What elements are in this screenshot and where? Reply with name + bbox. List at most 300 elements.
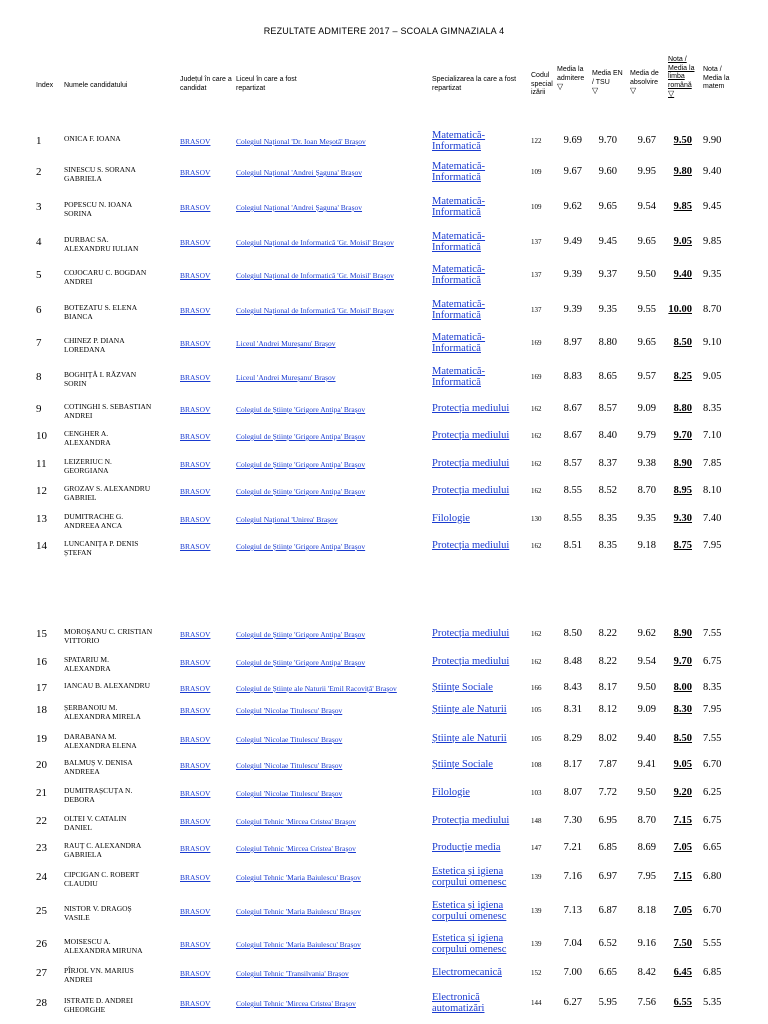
nota-matematica: 8.70 bbox=[703, 304, 722, 315]
nota-romana: 9.05 bbox=[673, 236, 692, 247]
judet-link[interactable]: BRASOV bbox=[180, 542, 211, 551]
nota-romana: 8.95 bbox=[673, 485, 692, 496]
cod-specializare: 169 bbox=[531, 373, 542, 381]
candidate-name bbox=[64, 370, 176, 388]
media-absolvire: 8.70 bbox=[637, 485, 656, 496]
candidate-name bbox=[64, 870, 176, 888]
nota-romana: 7.50 bbox=[673, 938, 692, 949]
row-index: 6 bbox=[36, 304, 42, 316]
candidate-name bbox=[64, 200, 176, 218]
candidate-name-line1: MOROȘANU C. CRISTIAN bbox=[64, 627, 153, 636]
candidate-name-line2: ANDREI bbox=[64, 277, 93, 286]
candidate-name-line2: BIANCA bbox=[64, 312, 93, 321]
nota-matematica: 7.85 bbox=[703, 458, 722, 469]
nota-matematica: 5.35 bbox=[703, 997, 722, 1008]
specializare-link[interactable]: Protecția mediului bbox=[432, 628, 510, 639]
liceu-link[interactable]: Colegiul de Științe 'Grigore Antipa' Brașov bbox=[236, 542, 366, 551]
nota-matematica: 9.05 bbox=[703, 371, 722, 382]
media-absolvire: 9.41 bbox=[637, 759, 656, 770]
media-absolvire: 9.50 bbox=[637, 787, 656, 798]
candidate-name-line1: POPESCU N. IOANA bbox=[64, 200, 133, 209]
row-index: 13 bbox=[36, 513, 47, 525]
liceu-link[interactable]: Colegiul Național de Informatică 'Gr. Moisil' Brașov bbox=[236, 271, 394, 280]
nota-romana: 8.75 bbox=[673, 540, 692, 551]
row-index: 24 bbox=[36, 871, 47, 883]
media-admitere: 7.13 bbox=[563, 905, 582, 916]
candidate-name bbox=[64, 457, 176, 475]
nota-romana: 9.30 bbox=[673, 513, 692, 524]
cod-specializare: 137 bbox=[531, 238, 542, 246]
judet-link[interactable]: BRASOV bbox=[180, 706, 211, 715]
candidate-name bbox=[64, 732, 176, 750]
cod-specializare: 162 bbox=[531, 460, 542, 468]
candidate-name-line2: SORINA bbox=[64, 209, 92, 218]
media-en: 8.37 bbox=[598, 458, 617, 469]
nota-matematica: 7.55 bbox=[703, 733, 722, 744]
judet-link[interactable]: BRASOV bbox=[180, 684, 211, 693]
media-absolvire: 7.56 bbox=[637, 997, 656, 1008]
header-media-adm[interactable] bbox=[557, 66, 587, 91]
cod-specializare: 169 bbox=[531, 339, 542, 347]
header-judet: Județul în care a candidat bbox=[180, 76, 232, 92]
liceu-link[interactable]: Colegiul de Științe 'Grigore Antipa' Brașov bbox=[236, 460, 366, 469]
judet-link[interactable]: BRASOV bbox=[180, 969, 211, 978]
candidate-name-line1: ȘERBANOIU M. bbox=[64, 703, 118, 712]
cod-specializare: 137 bbox=[531, 306, 542, 314]
media-en: 8.17 bbox=[598, 682, 617, 693]
sort-arrow-icon: ▽ bbox=[557, 82, 564, 91]
nota-matematica: 6.85 bbox=[703, 967, 722, 978]
liceu-link[interactable]: Colegiul de Științe ale Naturii 'Emil Racoviță' Brașov bbox=[236, 684, 397, 693]
nota-romana: 8.30 bbox=[673, 704, 692, 715]
liceu-link[interactable]: Colegiul Tehnic 'Maria Baiulescu' Brașov bbox=[236, 907, 361, 916]
liceu-link[interactable]: Colegiul de Științe 'Grigore Antipa' Brașov bbox=[236, 432, 366, 441]
nota-romana: 7.15 bbox=[673, 871, 692, 882]
specializare-link[interactable]: Matematică-Informatică bbox=[432, 161, 486, 183]
media-en: 9.37 bbox=[598, 269, 617, 280]
candidate-name-line2: ALEXANDRU IULIAN bbox=[64, 244, 139, 253]
media-absolvire: 9.62 bbox=[637, 628, 656, 639]
judet-link[interactable]: BRASOV bbox=[180, 238, 211, 247]
media-absolvire: 9.50 bbox=[637, 269, 656, 280]
row-index: 3 bbox=[36, 201, 42, 213]
media-en: 6.52 bbox=[598, 938, 617, 949]
media-admitere: 8.43 bbox=[563, 682, 582, 693]
specializare-link[interactable]: Protecția mediului bbox=[432, 430, 510, 441]
specializare-link[interactable]: Producție media bbox=[432, 842, 501, 853]
nota-matematica: 7.10 bbox=[703, 430, 722, 441]
candidate-name bbox=[64, 814, 176, 832]
specializare-link[interactable]: Matematică-Informatică bbox=[432, 231, 486, 253]
candidate-name-line1: COTINGHI S. SEBASTIAN bbox=[64, 402, 152, 411]
judet-link[interactable]: BRASOV bbox=[180, 168, 211, 177]
row-index: 23 bbox=[36, 842, 47, 854]
liceu-link[interactable]: Colegiul 'Nicolae Titulescu' Brașov bbox=[236, 761, 343, 770]
media-en: 8.02 bbox=[598, 733, 617, 744]
candidate-name-line1: SINESCU S. SORANA bbox=[64, 165, 136, 174]
candidate-name bbox=[64, 235, 176, 253]
specializare-link[interactable]: Matematică-Informatică bbox=[432, 299, 486, 321]
specializare-link[interactable]: Protecția mediului bbox=[432, 540, 510, 551]
judet-link[interactable]: BRASOV bbox=[180, 940, 211, 949]
candidate-name-line2: DANIEL bbox=[64, 823, 92, 832]
candidate-name-line2: ANDREI bbox=[64, 975, 93, 984]
candidate-name bbox=[64, 303, 176, 321]
specializare-link[interactable]: Protecția mediului bbox=[432, 458, 510, 469]
nota-matematica: 6.75 bbox=[703, 815, 722, 826]
nota-matematica: 7.95 bbox=[703, 704, 722, 715]
header-media-abs-label: Media de absolvire bbox=[630, 70, 659, 86]
media-admitere: 7.04 bbox=[563, 938, 582, 949]
nota-matematica: 6.70 bbox=[703, 759, 722, 770]
media-admitere: 9.62 bbox=[563, 201, 582, 212]
candidate-name-line1: CIPCIGAN C. ROBERT bbox=[64, 870, 140, 879]
header-nota-rom[interactable] bbox=[668, 56, 698, 98]
liceu-link[interactable]: Liceul 'Andrei Mureșanu' Brașov bbox=[236, 373, 336, 382]
specializare-link[interactable]: Matematică-Informatică bbox=[432, 264, 486, 286]
specializare-link[interactable]: Electromecanică bbox=[432, 967, 502, 978]
candidate-name-line1: LEIZERIUC N. bbox=[64, 457, 112, 466]
media-admitere: 8.57 bbox=[563, 458, 582, 469]
media-admitere: 8.31 bbox=[563, 704, 582, 715]
media-en: 6.87 bbox=[598, 905, 617, 916]
nota-romana: 7.15 bbox=[673, 815, 692, 826]
nota-matematica: 7.95 bbox=[703, 540, 722, 551]
media-admitere: 8.55 bbox=[563, 485, 582, 496]
judet-link[interactable]: BRASOV bbox=[180, 761, 211, 770]
specializare-link[interactable]: Estetica și igiena corpului omenesc bbox=[432, 933, 507, 955]
cod-specializare: 144 bbox=[531, 999, 542, 1007]
cod-specializare: 109 bbox=[531, 168, 542, 176]
sort-arrow-icon: ▽ bbox=[630, 86, 637, 95]
judet-link[interactable]: BRASOV bbox=[180, 460, 211, 469]
specializare-link[interactable]: Științe ale Naturii bbox=[432, 704, 507, 715]
media-en: 8.57 bbox=[598, 403, 617, 414]
media-admitere: 7.30 bbox=[563, 815, 582, 826]
cod-specializare: 162 bbox=[531, 487, 542, 495]
candidate-name bbox=[64, 512, 176, 530]
media-absolvire: 9.09 bbox=[637, 704, 656, 715]
specializare-link[interactable]: Matematică-Informatică bbox=[432, 196, 486, 218]
candidate-name-line1: ISTRATE D. ANDREI bbox=[64, 996, 133, 1005]
candidate-name-line1: CENGHER A. bbox=[64, 429, 109, 438]
liceu-link[interactable]: Liceul 'Andrei Mureșanu' Brașov bbox=[236, 339, 336, 348]
row-index: 18 bbox=[36, 704, 47, 716]
candidate-name bbox=[64, 165, 176, 183]
liceu-link[interactable]: Colegiul Național de Informatică 'Gr. Moisil' Brașov bbox=[236, 306, 394, 315]
liceu-link[interactable]: Colegiul Tehnic 'Mircea Cristea' Brașov bbox=[236, 844, 356, 853]
media-admitere: 7.00 bbox=[563, 967, 582, 978]
media-absolvire: 9.67 bbox=[637, 135, 656, 146]
liceu-link[interactable]: Colegiul Național 'Dr. Ioan Meșotă' Brașov bbox=[236, 137, 366, 146]
candidate-name-line1: IANCAU B. ALEXANDRU bbox=[64, 681, 151, 690]
nota-romana: 8.90 bbox=[673, 628, 692, 639]
liceu-link[interactable]: Colegiul Național 'Andrei Șaguna' Brașov bbox=[236, 203, 363, 212]
candidate-name-line1: DURBAC SA. bbox=[64, 235, 109, 244]
header-nota-rom-label: Nota / Media la limba română bbox=[668, 56, 695, 89]
nota-romana: 6.55 bbox=[673, 997, 692, 1008]
cod-specializare: 152 bbox=[531, 969, 542, 977]
candidate-name bbox=[64, 627, 176, 645]
candidate-name-line2: CLAUDIU bbox=[64, 879, 98, 888]
nota-matematica: 8.10 bbox=[703, 485, 722, 496]
sort-arrow-icon: ▽ bbox=[668, 89, 675, 98]
row-index: 1 bbox=[36, 135, 42, 147]
media-en: 9.60 bbox=[598, 166, 617, 177]
nota-romana: 10.00 bbox=[668, 304, 692, 315]
specializare-link[interactable]: Electronică automatizări bbox=[432, 992, 485, 1014]
media-absolvire: 9.18 bbox=[637, 540, 656, 551]
row-index: 9 bbox=[36, 403, 42, 415]
candidate-name-line1: PÎRJOL VN. MARIUS bbox=[64, 966, 134, 975]
liceu-link[interactable]: Colegiul 'Nicolae Titulescu' Brașov bbox=[236, 735, 343, 744]
row-index: 20 bbox=[36, 759, 47, 771]
media-absolvire: 8.42 bbox=[637, 967, 656, 978]
nota-romana: 7.05 bbox=[673, 842, 692, 853]
judet-link[interactable]: BRASOV bbox=[180, 789, 211, 798]
specializare-link[interactable]: Matematică-Informatică bbox=[432, 130, 486, 152]
media-absolvire: 9.38 bbox=[637, 458, 656, 469]
nota-matematica: 9.85 bbox=[703, 236, 722, 247]
nota-matematica: 5.55 bbox=[703, 938, 722, 949]
cod-specializare: 139 bbox=[531, 873, 542, 881]
media-en: 8.12 bbox=[598, 704, 617, 715]
media-admitere: 9.49 bbox=[563, 236, 582, 247]
liceu-link[interactable]: Colegiul de Științe 'Grigore Antipa' Brașov bbox=[236, 487, 366, 496]
judet-link[interactable]: BRASOV bbox=[180, 907, 211, 916]
specializare-link[interactable]: Științe ale Naturii bbox=[432, 733, 507, 744]
liceu-link[interactable]: Colegiul Tehnic 'Maria Baiulescu' Brașov bbox=[236, 873, 361, 882]
media-en: 8.52 bbox=[598, 485, 617, 496]
candidate-name bbox=[64, 703, 176, 721]
header-media-abs[interactable] bbox=[630, 70, 666, 95]
media-en: 6.85 bbox=[598, 842, 617, 853]
row-index: 28 bbox=[36, 997, 47, 1009]
liceu-link[interactable]: Colegiul de Științe 'Grigore Antipa' Brașov bbox=[236, 405, 366, 414]
candidate-name-line2: ALEXANDRA bbox=[64, 664, 111, 673]
row-index: 2 bbox=[36, 166, 42, 178]
specializare-link[interactable]: Filologie bbox=[432, 513, 470, 524]
specializare-link[interactable]: Matematică-Informatică bbox=[432, 332, 486, 354]
specializare-link[interactable]: Protecția mediului bbox=[432, 403, 510, 414]
judet-link[interactable]: BRASOV bbox=[180, 735, 211, 744]
header-liceu: Liceul în care a fost repartizat bbox=[236, 76, 297, 92]
candidate-name bbox=[64, 681, 176, 690]
candidate-name-line2: GABRIELA bbox=[64, 850, 102, 859]
judet-link[interactable]: BRASOV bbox=[180, 630, 211, 639]
nota-romana: 8.90 bbox=[673, 458, 692, 469]
media-en: 8.35 bbox=[598, 540, 617, 551]
specializare-link[interactable]: Științe Sociale bbox=[432, 682, 493, 693]
media-admitere: 8.48 bbox=[563, 656, 582, 667]
nota-romana: 6.45 bbox=[673, 967, 692, 978]
candidate-name bbox=[64, 966, 176, 984]
judet-link[interactable]: BRASOV bbox=[180, 271, 211, 280]
candidate-name-line1: RAUȚ C. ALEXANDRA bbox=[64, 841, 142, 850]
media-admitere: 8.17 bbox=[563, 759, 582, 770]
candidate-name bbox=[64, 268, 176, 286]
liceu-link[interactable]: Colegiul Tehnic 'Maria Baiulescu' Brașov bbox=[236, 940, 361, 949]
row-index: 5 bbox=[36, 269, 42, 281]
judet-link[interactable]: BRASOV bbox=[180, 999, 211, 1008]
judet-link[interactable]: BRASOV bbox=[180, 432, 211, 441]
specializare-link[interactable]: Protecția mediului bbox=[432, 485, 510, 496]
header-media-en-label: Media EN / TSU bbox=[592, 70, 623, 86]
judet-link[interactable]: BRASOV bbox=[180, 137, 211, 146]
candidate-name-line2: ALEXANDRA MIRUNA bbox=[64, 946, 143, 955]
specializare-link[interactable]: Protecția mediului bbox=[432, 656, 510, 667]
row-index: 27 bbox=[36, 967, 47, 979]
specializare-link[interactable]: Protecția mediului bbox=[432, 815, 510, 826]
specializare-link[interactable]: Științe Sociale bbox=[432, 759, 493, 770]
media-admitere: 8.07 bbox=[563, 787, 582, 798]
header-nota-mat: Nota / Media la matem bbox=[703, 66, 730, 90]
cod-specializare: 162 bbox=[531, 405, 542, 413]
candidate-name bbox=[64, 937, 176, 955]
candidate-name bbox=[64, 655, 176, 673]
nota-romana: 9.70 bbox=[673, 656, 692, 667]
judet-link[interactable]: BRASOV bbox=[180, 373, 211, 382]
candidate-name-line1: OLTEI V. CATALIN bbox=[64, 814, 127, 823]
row-index: 10 bbox=[36, 430, 47, 442]
liceu-link[interactable]: Colegiul Național 'Unirea' Brașov bbox=[236, 515, 338, 524]
judet-link[interactable]: BRASOV bbox=[180, 306, 211, 315]
nota-romana: 9.70 bbox=[673, 430, 692, 441]
media-en: 5.95 bbox=[598, 997, 617, 1008]
candidate-name-line1: GROZAV S. ALEXANDRU bbox=[64, 484, 151, 493]
nota-romana: 9.20 bbox=[673, 787, 692, 798]
nota-matematica: 9.10 bbox=[703, 337, 722, 348]
nota-matematica: 6.65 bbox=[703, 842, 722, 853]
media-admitere: 9.69 bbox=[563, 135, 582, 146]
judet-link[interactable]: BRASOV bbox=[180, 658, 211, 667]
media-en: 7.87 bbox=[598, 759, 617, 770]
media-absolvire: 9.54 bbox=[637, 201, 656, 212]
row-index: 7 bbox=[36, 337, 42, 349]
candidate-name-line1: DUMITRACHE G. bbox=[64, 512, 124, 521]
cod-specializare: 166 bbox=[531, 684, 542, 692]
nota-matematica: 7.40 bbox=[703, 513, 722, 524]
candidate-name bbox=[64, 429, 176, 447]
specializare-link[interactable]: Estetica și igiena corpului omenesc bbox=[432, 866, 507, 888]
judet-link[interactable]: BRASOV bbox=[180, 339, 211, 348]
nota-matematica: 6.25 bbox=[703, 787, 722, 798]
liceu-link[interactable]: Colegiul Național 'Andrei Șaguna' Brașov bbox=[236, 168, 363, 177]
judet-link[interactable]: BRASOV bbox=[180, 817, 211, 826]
row-index: 17 bbox=[36, 682, 47, 694]
media-en: 9.35 bbox=[598, 304, 617, 315]
liceu-link[interactable]: Colegiul 'Nicolae Titulescu' Brașov bbox=[236, 789, 343, 798]
liceu-link[interactable]: Colegiul Tehnic 'Mircea Cristea' Brașov bbox=[236, 817, 356, 826]
nota-matematica: 8.35 bbox=[703, 682, 722, 693]
candidate-name-line1: BOGHIȚĂ I. RĂZVAN bbox=[64, 370, 137, 379]
candidate-name bbox=[64, 134, 176, 143]
header-media-en[interactable] bbox=[592, 70, 626, 95]
candidate-name bbox=[64, 996, 176, 1014]
media-absolvire: 9.40 bbox=[637, 733, 656, 744]
media-absolvire: 9.09 bbox=[637, 403, 656, 414]
cod-specializare: 122 bbox=[531, 137, 542, 145]
media-absolvire: 8.70 bbox=[637, 815, 656, 826]
nota-romana: 7.05 bbox=[673, 905, 692, 916]
cod-specializare: 139 bbox=[531, 907, 542, 915]
cod-specializare: 162 bbox=[531, 432, 542, 440]
specializare-link[interactable]: Estetica și igiena corpului omenesc bbox=[432, 900, 507, 922]
cod-specializare: 109 bbox=[531, 203, 542, 211]
candidate-name-line2: ȘTEFAN bbox=[64, 548, 92, 557]
nota-matematica: 7.55 bbox=[703, 628, 722, 639]
media-en: 6.97 bbox=[598, 871, 617, 882]
candidate-name-line1: CHINEZ P. DIANA bbox=[64, 336, 125, 345]
candidate-name bbox=[64, 539, 176, 557]
header-name: Numele candidatului bbox=[64, 82, 128, 89]
candidate-name bbox=[64, 904, 176, 922]
media-absolvire: 9.54 bbox=[637, 656, 656, 667]
candidate-name-line2: ALEXANDRA MIRELA bbox=[64, 712, 141, 721]
judet-link[interactable]: BRASOV bbox=[180, 203, 211, 212]
media-en: 8.22 bbox=[598, 656, 617, 667]
nota-romana: 9.05 bbox=[673, 759, 692, 770]
judet-link[interactable]: BRASOV bbox=[180, 515, 211, 524]
media-absolvire: 9.79 bbox=[637, 430, 656, 441]
liceu-link[interactable]: Colegiul de Științe 'Grigore Antipa' Brașov bbox=[236, 630, 366, 639]
candidate-name-line2: SORIN bbox=[64, 379, 87, 388]
judet-link[interactable]: BRASOV bbox=[180, 487, 211, 496]
nota-romana: 9.80 bbox=[673, 166, 692, 177]
cod-specializare: 105 bbox=[531, 706, 542, 714]
media-admitere: 9.39 bbox=[563, 304, 582, 315]
media-en: 8.65 bbox=[598, 371, 617, 382]
media-admitere: 6.27 bbox=[563, 997, 582, 1008]
cod-specializare: 162 bbox=[531, 542, 542, 550]
liceu-link[interactable]: Colegiul 'Nicolae Titulescu' Brașov bbox=[236, 706, 343, 715]
header-index: Index bbox=[36, 82, 54, 89]
media-absolvire: 8.69 bbox=[637, 842, 656, 853]
judet-link[interactable]: BRASOV bbox=[180, 405, 211, 414]
nota-matematica: 9.90 bbox=[703, 135, 722, 146]
specializare-link[interactable]: Filologie bbox=[432, 787, 470, 798]
candidate-name-line2: GABRIEL bbox=[64, 493, 97, 502]
media-absolvire: 9.65 bbox=[637, 337, 656, 348]
header-cod: Codul special izării bbox=[531, 72, 553, 96]
row-index: 11 bbox=[36, 458, 47, 470]
candidate-name bbox=[64, 841, 176, 859]
liceu-link[interactable]: Colegiul Tehnic 'Mircea Cristea' Brașov bbox=[236, 999, 356, 1008]
media-admitere: 8.83 bbox=[563, 371, 582, 382]
media-admitere: 9.39 bbox=[563, 269, 582, 280]
candidate-name-line2: GHEORGHE bbox=[64, 1005, 106, 1014]
specializare-link[interactable]: Matematică-Informatică bbox=[432, 366, 486, 388]
media-absolvire: 9.57 bbox=[637, 371, 656, 382]
row-index: 19 bbox=[36, 733, 47, 745]
judet-link[interactable]: BRASOV bbox=[180, 873, 211, 882]
cod-specializare: 130 bbox=[531, 515, 542, 523]
media-admitere: 8.67 bbox=[563, 430, 582, 441]
media-absolvire: 9.16 bbox=[637, 938, 656, 949]
media-en: 6.65 bbox=[598, 967, 617, 978]
media-admitere: 9.67 bbox=[563, 166, 582, 177]
liceu-link[interactable]: Colegiul de Științe 'Grigore Antipa' Brașov bbox=[236, 658, 366, 667]
media-en: 8.22 bbox=[598, 628, 617, 639]
nota-matematica: 9.40 bbox=[703, 166, 722, 177]
media-absolvire: 7.95 bbox=[637, 871, 656, 882]
cod-specializare: 137 bbox=[531, 271, 542, 279]
judet-link[interactable]: BRASOV bbox=[180, 844, 211, 853]
liceu-link[interactable]: Colegiul Național de Informatică 'Gr. Moisil' Brașov bbox=[236, 238, 394, 247]
nota-romana: 8.50 bbox=[673, 337, 692, 348]
candidate-name-line1: MOISESCU A. bbox=[64, 937, 111, 946]
liceu-link[interactable]: Colegiul Tehnic 'Transilvania' Brașov bbox=[236, 969, 349, 978]
